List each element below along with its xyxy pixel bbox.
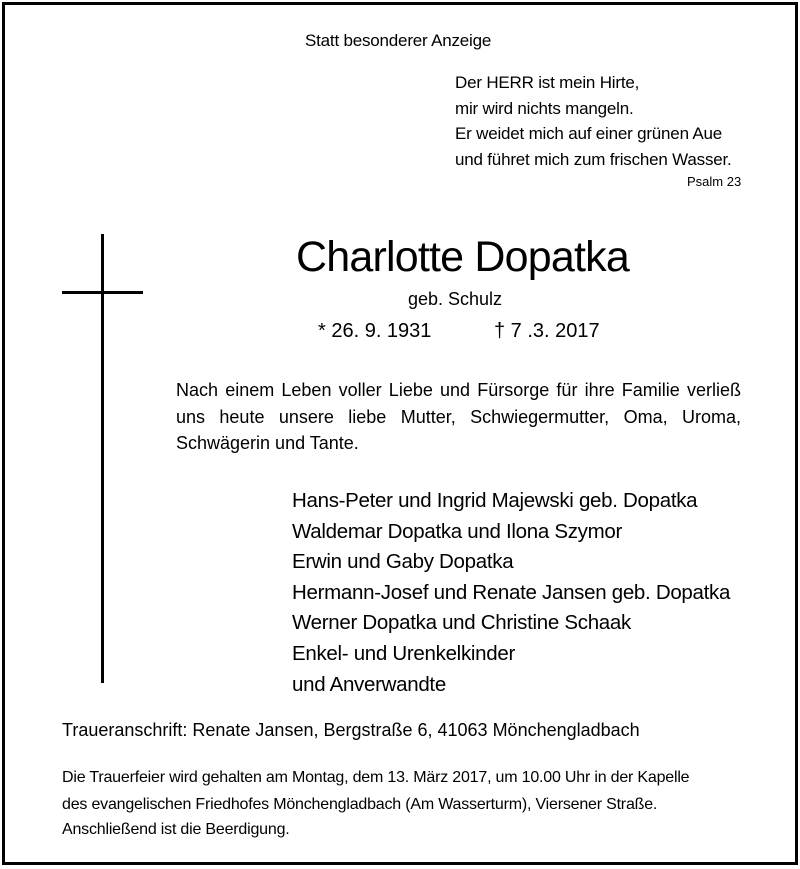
mourner-entry: Erwin und Gaby Dopatka [292, 550, 514, 574]
mourner-entry: Waldemar Dopatka und Ilona Szymor [292, 519, 623, 543]
death-date: † 7 .3. 2017 [494, 320, 600, 342]
deceased-name: Charlotte Dopatka [296, 233, 629, 281]
service-line: Die Trauerfeier wird gehalten am Montag, dem 13. März 2017, um 10.00 Uhr in der Kapelle [62, 769, 690, 786]
psalm-line: mir wird nichts mangeln. [455, 98, 634, 118]
mourner-entry: und Anverwandte [292, 672, 446, 696]
mourner-entry: Enkel- und Urenkelkinder [292, 641, 515, 665]
mourner-entry: Hans-Peter und Ingrid Majewski geb. Dopatka [292, 489, 698, 512]
psalm-line: Er weidet mich auf einer grünen Aue [455, 124, 723, 143]
announcement-line: Schwägerin und Tante. [176, 433, 359, 453]
psalm-reference: Psalm 23 [687, 174, 742, 189]
header-note: Statt besonderer Anzeige [305, 31, 492, 50]
mourning-address: Traueranschrift: Renate Jansen, Bergstraße 6, 41063 Mönchengladbach [62, 720, 640, 740]
mourner-entry: Hermann-Josef und Renate Jansen geb. Dopatka [292, 580, 731, 604]
service-details [62, 765, 689, 818]
mourners-list [292, 486, 730, 700]
cross-horizontal-bar [62, 291, 143, 294]
psalm-line: und führet mich zum frischen Wasser. [455, 149, 732, 169]
announcement-text [176, 377, 741, 457]
cross-vertical-bar [101, 234, 104, 683]
announcement-line: uns heute unsere liebe Mutter, Schwiegermutter, Oma, Uroma, [176, 406, 741, 427]
burial-note: Anschließend ist die Beerdigung. [62, 821, 290, 838]
announcement-line: Nach einem Leben voller Liebe und Fürsorge für ihre Familie verließ [176, 380, 741, 400]
birth-date: * 26. 9. 1931 [318, 320, 432, 342]
service-line: des evangelischen Friedhofes Mönchengladbach (Am Wasserturm), Viersener Straße. [62, 795, 658, 813]
psalm-line: Der HERR ist mein Hirte, [455, 73, 640, 92]
mourner-entry: Werner Dopatka und Christine Schaak [292, 611, 631, 635]
birth-name: geb. Schulz [408, 289, 503, 309]
psalm-quote [455, 70, 732, 172]
